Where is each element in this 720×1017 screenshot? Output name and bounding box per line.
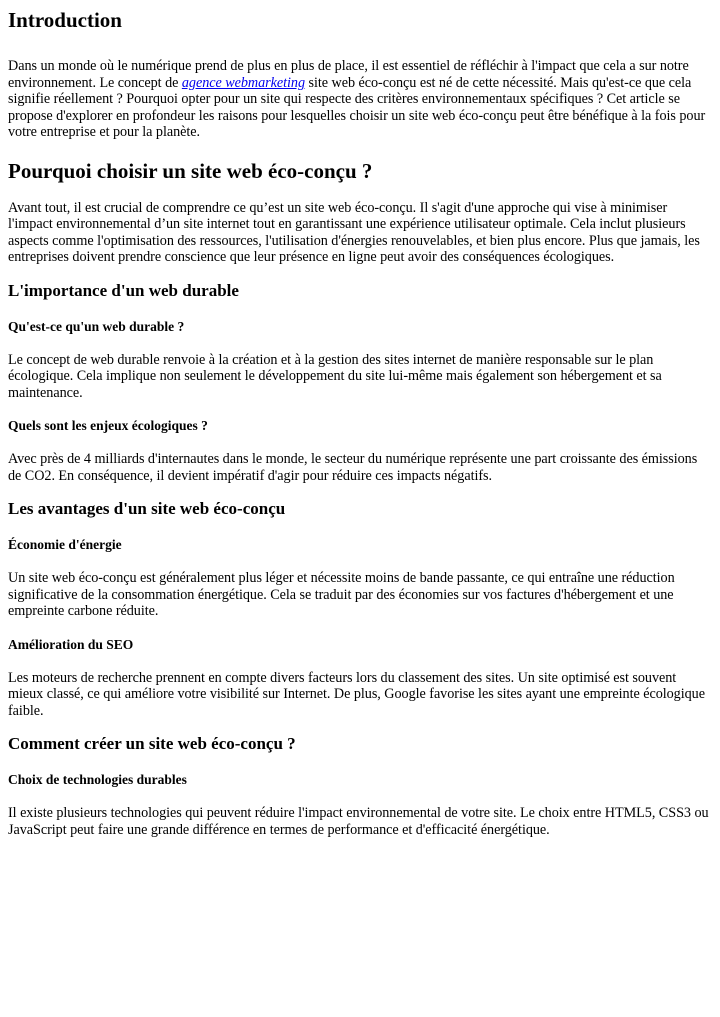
why-paragraph: Avant tout, il est crucial de comprendre ce qu’est un site web éco-conçu. Il s'agit d'une approche qui vise à minimiser l'impact environnemental d’un site internet tout en garantissant une expérience utilisateur optimale. Cela inclut plusieurs aspects comme l'optimisation des ressources, l'utilisation d'énergies renouvelables, et bien plus encore. Plus que jamais, les entreprises doivent prendre conscience que leur présence en ligne peut avoir des conséquences écologiques.: [8, 199, 700, 265]
ecological-issues-paragraph: Avec près de 4 milliards d'internautes dans le monde, le secteur du numérique représente une part croissante des émissions de CO2. En conséquence, il devient impératif d'agir pour réduire ces impacts négatifs.: [8, 451, 698, 484]
ecological-issues-heading: Quels sont les enjeux écologiques ?: [8, 418, 208, 433]
sustainable-heading: L'importance d'un web durable: [8, 280, 239, 300]
seo-paragraph: Les moteurs de recherche prennent en compte divers facteurs lors du classement des sites. Un site optimisé est souvent mieux classé, ce qui améliore votre visibilité sur Internet. De plus, Google favorise les sites ayant une empreinte écologique faible.: [8, 669, 705, 719]
durable-tech-paragraph: Il existe plusieurs technologies qui peuvent réduire l'impact environnemental de votre site. Le choix entre HTML5, CSS3 ou JavaScript peut faire une grande différence en termes de performance et d'efficacité énergétique.: [8, 805, 709, 838]
agence-webmarketing-link[interactable]: agence webmarketing: [181, 74, 306, 91]
intro-text-after-link: site web éco-conçu est né de cette nécessité. Mais qu'est-ce que cela signifie réellement ? Pourquoi opter pour un site qui respecte des critères environnementaux spécifiques ? Cet article se propose d'explorer en profondeur les raisons pour lesquelles choisir un site web éco-conçu peut être bénéfique à la fois pour votre entreprise et pour la planète.: [8, 74, 706, 140]
intro-heading: Introduction: [8, 8, 122, 32]
what-is-sustainable-paragraph: Le concept de web durable renvoie à la création et à la gestion des sites internet de manière responsable sur le plan écologique. Cela implique non seulement le développement du site lui-même mais également son hébergement et sa maintenance.: [8, 351, 662, 401]
why-heading: Pourquoi choisir un site web éco-conçu ?: [8, 158, 373, 183]
seo-heading: Amélioration du SEO: [8, 636, 134, 652]
intro-text-before-link: Dans un monde où le numérique prend de plus en plus de place, il est essentiel de réfléchir à l'impact que cela a sur notre environnement. Le concept de: [8, 58, 689, 91]
durable-tech-heading: Choix de technologies durables: [8, 772, 187, 787]
intro-paragraph: [8, 58, 712, 141]
energy-saving-heading: Économie d'énergie: [8, 537, 122, 552]
advantages-heading: Les avantages d'un site web éco-conçu: [8, 499, 286, 518]
howto-heading: Comment créer un site web éco-conçu ?: [8, 734, 296, 753]
what-is-sustainable-heading: Qu'est-ce qu'un web durable ?: [8, 318, 185, 334]
energy-saving-paragraph: Un site web éco-conçu est généralement plus léger et nécessite moins de bande passante, ce qui entraîne une réduction significative de la consommation énergétique. Cela se traduit par des économies sur vos factures d'hébergement et une empreinte carbone réduite.: [8, 570, 675, 619]
